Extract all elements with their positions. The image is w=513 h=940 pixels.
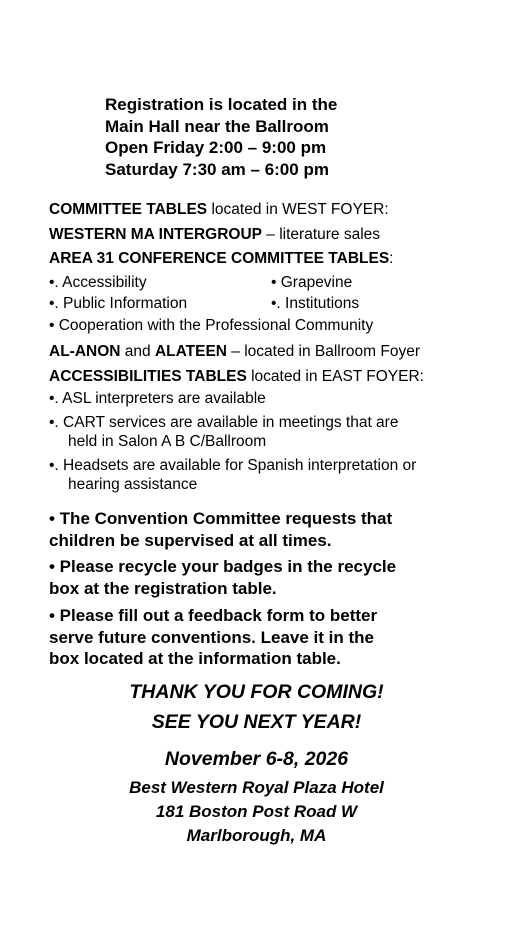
accessibilities-line <box>49 367 424 387</box>
area31-line <box>49 249 393 269</box>
intergroup-line <box>49 225 380 245</box>
list-item-headsets: •. Headsets are available for Spanish interpretation or <box>49 457 417 474</box>
event-date: November 6-8, 2026 <box>164 748 349 770</box>
notice-recycle <box>49 556 396 599</box>
notice-line: • Please recycle your badges in the recycle <box>49 557 397 576</box>
registration-line: Open Friday 2:00 – 9:00 pm <box>105 138 327 157</box>
venue-info <box>0 776 513 848</box>
alanon-and: and <box>120 343 155 360</box>
alanon-location: – located in Ballroom Foyer <box>227 343 420 360</box>
alanon-line <box>49 342 420 362</box>
notice-line: box at the registration table. <box>49 578 277 598</box>
venue-city: Marlborough, MA <box>186 826 327 845</box>
list-item-cooperation: • Cooperation with the Professional Community <box>49 317 374 334</box>
list-item-institutions: •. Institutions <box>271 295 360 312</box>
committee-tables-location: located in WEST FOYER: <box>207 201 389 218</box>
committee-tables-heading: COMMITTEE TABLES <box>49 201 208 218</box>
notice-line: • Please fill out a feedback form to better <box>49 606 378 625</box>
alateen-heading: ALATEEN <box>154 343 227 360</box>
list-item-cart: •. CART services are available in meetings that are <box>49 414 399 431</box>
notice-line: • The Convention Committee requests that <box>49 509 393 528</box>
registration-info <box>105 94 337 180</box>
area31-heading: AREA 31 CONFERENCE COMMITTEE TABLES <box>49 250 390 267</box>
intergroup-heading: WESTERN MA INTERGROUP <box>49 226 262 243</box>
list-item-cart-continued: held in Salon A B C/Ballroom <box>68 433 267 450</box>
notice-line: box located at the information table. <box>49 649 341 668</box>
alanon-heading: AL-ANON <box>49 343 121 360</box>
accessibilities-location: located in EAST FOYER: <box>246 368 424 385</box>
notice-feedback <box>49 605 377 670</box>
list-item-asl: •. ASL interpreters are available <box>49 390 266 407</box>
area31-row <box>49 274 353 292</box>
notice-line: serve future conventions. Leave it in the <box>49 627 374 647</box>
registration-line: Saturday 7:30 am – 6:00 pm <box>105 159 329 179</box>
registration-line: Main Hall near the Ballroom <box>105 116 329 136</box>
area31-row <box>49 295 360 313</box>
intergroup-detail: – literature sales <box>261 226 381 243</box>
venue-address: 181 Boston Post Road W <box>155 802 358 821</box>
venue-hotel: Best Western Royal Plaza Hotel <box>129 778 384 797</box>
see-you-heading: SEE YOU NEXT YEAR! <box>151 711 362 733</box>
registration-line: Registration is located in the <box>105 95 338 114</box>
notice-line: children be supervised at all times. <box>49 530 332 550</box>
list-item-grapevine: • Grapevine <box>271 274 353 291</box>
list-item-public-information: •. Public Information <box>49 295 188 312</box>
committee-tables-line <box>49 200 389 220</box>
list-item-headsets-continued: hearing assistance <box>68 476 198 493</box>
notice-supervise <box>49 508 392 551</box>
accessibilities-heading: ACCESSIBILITIES TABLES <box>49 368 247 385</box>
thank-you-heading: THANK YOU FOR COMING! <box>129 681 384 703</box>
list-item-accessibility: •. Accessibility <box>49 274 147 291</box>
area31-colon: : <box>389 250 394 267</box>
